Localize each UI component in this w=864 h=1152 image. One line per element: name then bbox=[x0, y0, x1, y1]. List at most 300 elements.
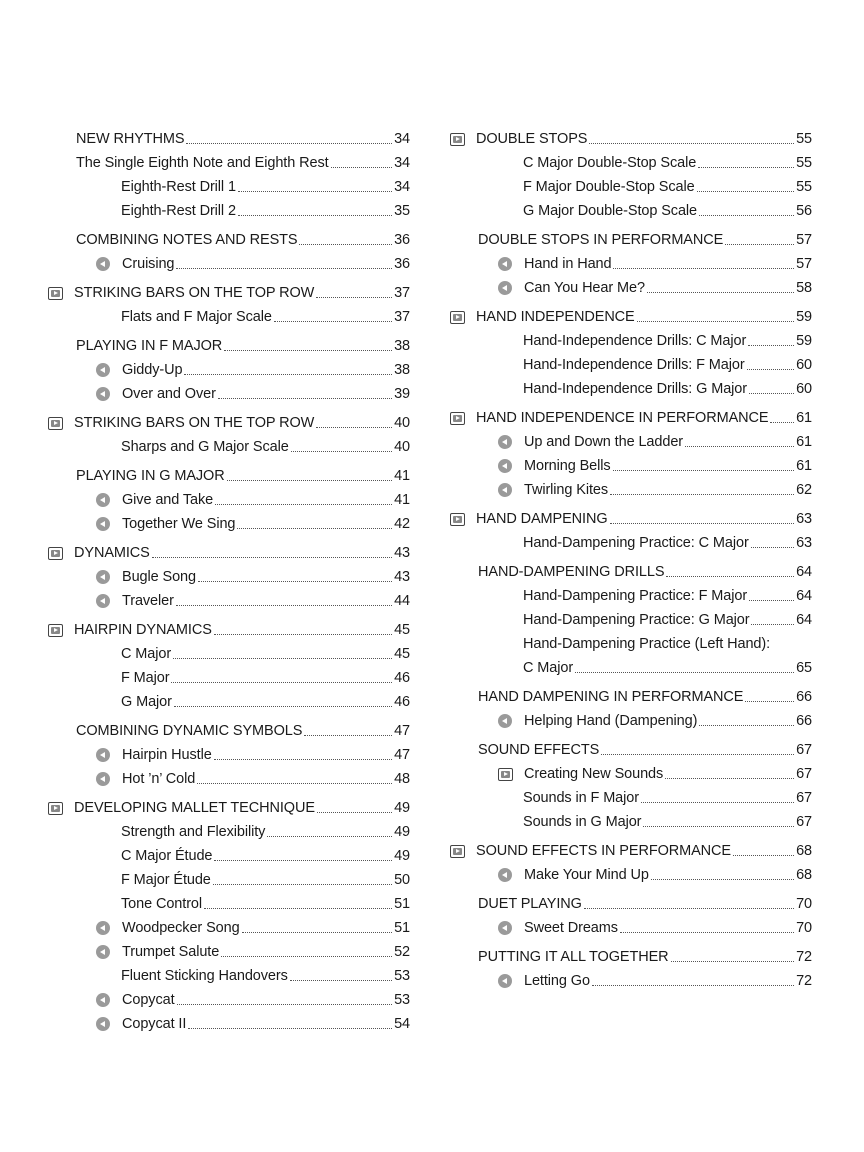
toc-entry[interactable] bbox=[448, 528, 812, 552]
dot-leader bbox=[177, 1004, 393, 1005]
toc-entry[interactable] bbox=[448, 783, 812, 807]
dot-leader bbox=[643, 826, 794, 827]
toc-page-number: 55 bbox=[796, 155, 812, 171]
audio-track-icon bbox=[96, 772, 110, 786]
dot-leader bbox=[733, 855, 794, 856]
toc-entry[interactable] bbox=[46, 740, 410, 764]
toc-entry[interactable] bbox=[448, 807, 812, 831]
audio-track-icon bbox=[96, 517, 110, 531]
toc-entry[interactable] bbox=[46, 985, 410, 1009]
toc-entry-title: G Major bbox=[121, 694, 172, 710]
toc-entry-title: Flats and F Major Scale bbox=[121, 309, 272, 325]
dot-leader bbox=[176, 605, 392, 606]
toc-entry-title: PLAYING IN F MAJOR bbox=[76, 338, 223, 354]
audio-track-icon bbox=[96, 993, 110, 1007]
toc-entry-title: Up and Down the Ladder bbox=[524, 434, 684, 450]
dot-leader bbox=[238, 215, 392, 216]
dot-leader bbox=[745, 701, 794, 702]
dot-leader bbox=[651, 879, 794, 880]
toc-entry[interactable] bbox=[448, 374, 812, 398]
toc-page-number: 64 bbox=[796, 588, 812, 604]
dot-leader bbox=[214, 759, 392, 760]
toc-entry-title: Cruising bbox=[122, 256, 175, 272]
toc-entry-title: The Single Eighth Note and Eighth Rest bbox=[76, 155, 329, 171]
toc-page-number: 40 bbox=[394, 415, 410, 431]
toc-entry-title: HAND INDEPENDENCE IN PERFORMANCE bbox=[476, 410, 769, 426]
toc-entry-title: COMBINING DYNAMIC SYMBOLS bbox=[76, 723, 303, 739]
toc-entry[interactable] bbox=[46, 716, 410, 740]
toc-page-number: 61 bbox=[796, 458, 812, 474]
dot-leader bbox=[198, 581, 392, 582]
toc-entry-title: PLAYING IN G MAJOR bbox=[76, 468, 225, 484]
dot-leader bbox=[685, 446, 794, 447]
toc-page-number: 63 bbox=[796, 511, 812, 527]
toc-page-number: 37 bbox=[394, 309, 410, 325]
toc-entry-title: Together We Sing bbox=[122, 516, 236, 532]
toc-page-number: 57 bbox=[796, 232, 812, 248]
toc-entry[interactable] bbox=[448, 172, 812, 196]
toc-page-number: 36 bbox=[394, 232, 410, 248]
dot-leader bbox=[637, 321, 794, 322]
dot-leader bbox=[186, 143, 392, 144]
dot-leader bbox=[666, 576, 794, 577]
toc-entry[interactable] bbox=[448, 326, 812, 350]
toc-entry[interactable] bbox=[46, 379, 410, 403]
toc-entry-title: Hand in Hand bbox=[524, 256, 612, 272]
dot-leader bbox=[304, 735, 392, 736]
toc-entry[interactable] bbox=[448, 682, 812, 706]
toc-entry-title: Copycat bbox=[122, 992, 175, 1008]
toc-entry-title: SOUND EFFECTS IN PERFORMANCE bbox=[476, 843, 731, 859]
toc-entry[interactable] bbox=[448, 836, 812, 860]
dot-leader bbox=[749, 393, 794, 394]
dot-leader bbox=[152, 557, 392, 558]
dot-leader bbox=[242, 932, 393, 933]
dot-leader bbox=[299, 244, 392, 245]
toc-page-number: 56 bbox=[796, 203, 812, 219]
toc-entry[interactable] bbox=[46, 249, 410, 273]
toc-page-number: 46 bbox=[394, 670, 410, 686]
toc-entry-title: Helping Hand (Dampening) bbox=[524, 713, 698, 729]
toc-entry[interactable] bbox=[46, 961, 410, 985]
dot-leader bbox=[171, 682, 392, 683]
toc-entry[interactable] bbox=[448, 942, 812, 966]
toc-page-number: 65 bbox=[796, 660, 812, 676]
toc-entry-title: Sharps and G Major Scale bbox=[121, 439, 289, 455]
dot-leader bbox=[317, 812, 392, 813]
toc-page-number: 47 bbox=[394, 723, 410, 739]
toc-page-number: 59 bbox=[796, 309, 812, 325]
toc-page-number: 36 bbox=[394, 256, 410, 272]
toc-entry-title: DEVELOPING MALLET TECHNIQUE bbox=[74, 800, 315, 816]
toc-entry[interactable] bbox=[46, 937, 410, 961]
toc-entry[interactable] bbox=[448, 860, 812, 884]
dot-leader bbox=[665, 778, 794, 779]
toc-entry-title: F Major Étude bbox=[121, 872, 211, 888]
toc-entry[interactable] bbox=[46, 865, 410, 889]
toc-entry[interactable] bbox=[46, 124, 410, 148]
toc-entry-title: STRIKING BARS ON THE TOP ROW bbox=[74, 415, 315, 431]
toc-entry[interactable] bbox=[448, 475, 812, 499]
toc-entry[interactable] bbox=[448, 124, 812, 148]
toc-entry[interactable] bbox=[448, 557, 812, 581]
toc-entry[interactable] bbox=[46, 817, 410, 841]
dot-leader bbox=[184, 374, 392, 375]
toc-page-number: 48 bbox=[394, 771, 410, 787]
video-icon bbox=[48, 624, 63, 637]
toc-page-number: 67 bbox=[796, 742, 812, 758]
toc-entry[interactable] bbox=[46, 485, 410, 509]
dot-leader bbox=[671, 961, 795, 962]
toc-entry-title: HAND-DAMPENING DRILLS bbox=[478, 564, 665, 580]
toc-entry[interactable] bbox=[46, 663, 410, 687]
toc-page-number: 68 bbox=[796, 843, 812, 859]
toc-entry-title: Trumpet Salute bbox=[122, 944, 220, 960]
toc-page-number: 59 bbox=[796, 333, 812, 349]
dot-leader bbox=[291, 451, 392, 452]
audio-track-icon bbox=[498, 435, 512, 449]
toc-entry[interactable] bbox=[46, 889, 410, 913]
toc-page-number: 51 bbox=[394, 896, 410, 912]
dot-leader bbox=[331, 167, 393, 168]
toc-entry[interactable] bbox=[46, 586, 410, 610]
toc-entry[interactable] bbox=[448, 605, 812, 629]
dot-leader bbox=[221, 956, 392, 957]
toc-page-number: 39 bbox=[394, 386, 410, 402]
toc-entry-title: G Major Double-Stop Scale bbox=[523, 203, 697, 219]
dot-leader bbox=[749, 600, 794, 601]
toc-entry[interactable] bbox=[46, 172, 410, 196]
toc-entry-title: Twirling Kites bbox=[524, 482, 609, 498]
toc-entry[interactable] bbox=[46, 687, 410, 711]
dot-leader bbox=[610, 523, 795, 524]
dot-leader bbox=[592, 985, 794, 986]
dot-leader bbox=[218, 398, 392, 399]
toc-page-number: 67 bbox=[796, 790, 812, 806]
dot-leader bbox=[215, 504, 392, 505]
toc-entry[interactable] bbox=[46, 509, 410, 533]
toc-entry[interactable] bbox=[46, 225, 410, 249]
toc-page-number: 52 bbox=[394, 944, 410, 960]
toc-page-number: 70 bbox=[796, 920, 812, 936]
toc-page-number: 49 bbox=[394, 824, 410, 840]
toc-entry[interactable] bbox=[46, 196, 410, 220]
audio-track-icon bbox=[498, 281, 512, 295]
video-icon bbox=[498, 768, 513, 781]
toc-right-column bbox=[448, 124, 812, 990]
toc-entry-title: STRIKING BARS ON THE TOP ROW bbox=[74, 285, 315, 301]
toc-entry-title: Letting Go bbox=[524, 973, 590, 989]
toc-entry-title: Sounds in F Major bbox=[523, 790, 639, 806]
dot-leader bbox=[641, 802, 794, 803]
audio-track-icon bbox=[498, 921, 512, 935]
dot-leader bbox=[575, 672, 794, 673]
dot-leader bbox=[274, 321, 392, 322]
audio-track-icon bbox=[96, 921, 110, 935]
toc-entry[interactable] bbox=[46, 615, 410, 639]
dot-leader bbox=[213, 884, 392, 885]
dot-leader bbox=[176, 268, 392, 269]
dot-leader bbox=[620, 932, 794, 933]
toc-page-number: 42 bbox=[394, 516, 410, 532]
toc-entry-title: Sounds in G Major bbox=[523, 814, 642, 830]
toc-entry-title: Creating New Sounds bbox=[524, 766, 664, 782]
dot-leader bbox=[589, 143, 794, 144]
dot-leader bbox=[267, 836, 392, 837]
dot-leader bbox=[751, 547, 794, 548]
toc-page-number: 66 bbox=[796, 713, 812, 729]
toc-entry[interactable] bbox=[448, 451, 812, 475]
toc-page-number: 68 bbox=[796, 867, 812, 883]
toc-entry-title: HAND DAMPENING IN PERFORMANCE bbox=[478, 689, 744, 705]
video-icon bbox=[48, 417, 63, 430]
toc-page-number: 41 bbox=[394, 492, 410, 508]
toc-page-number: 34 bbox=[394, 131, 410, 147]
toc-entry-title: Hand-Dampening Practice (Left Hand): bbox=[523, 636, 771, 652]
toc-page-number: 60 bbox=[796, 381, 812, 397]
toc-page-number: 67 bbox=[796, 814, 812, 830]
toc-entry-title: Giddy-Up bbox=[122, 362, 183, 378]
dot-leader bbox=[584, 908, 794, 909]
toc-entry[interactable] bbox=[448, 302, 812, 326]
toc-entry-title: Hand-Independence Drills: C Major bbox=[523, 333, 747, 349]
dot-leader bbox=[173, 658, 392, 659]
toc-entry-title: F Major bbox=[121, 670, 170, 686]
toc-entry-title: Traveler bbox=[122, 593, 174, 609]
dot-leader bbox=[237, 528, 392, 529]
audio-track-icon bbox=[498, 257, 512, 271]
toc-entry-title: Hand-Dampening Practice: G Major bbox=[523, 612, 750, 628]
toc-entry-title: Morning Bells bbox=[524, 458, 611, 474]
toc-page-number: 53 bbox=[394, 992, 410, 1008]
audio-track-icon bbox=[96, 1017, 110, 1031]
toc-entry[interactable] bbox=[46, 841, 410, 865]
toc-entry[interactable] bbox=[46, 461, 410, 485]
toc-entry-title: C Major bbox=[121, 646, 172, 662]
dot-leader bbox=[613, 470, 795, 471]
toc-entry[interactable] bbox=[448, 427, 812, 451]
toc-entry[interactable] bbox=[448, 735, 812, 759]
toc-page-number: 50 bbox=[394, 872, 410, 888]
toc-page-number: 51 bbox=[394, 920, 410, 936]
toc-entry[interactable] bbox=[448, 629, 812, 653]
toc-page-number: 64 bbox=[796, 612, 812, 628]
toc-page-number: 67 bbox=[796, 766, 812, 782]
dot-leader bbox=[214, 634, 392, 635]
toc-entry-title: C Major Double-Stop Scale bbox=[523, 155, 697, 171]
toc-entry-title: Sweet Dreams bbox=[524, 920, 618, 936]
toc-entry-title: HAND DAMPENING bbox=[476, 511, 608, 527]
dot-leader bbox=[725, 244, 794, 245]
toc-entry[interactable] bbox=[448, 504, 812, 528]
toc-entry-title: SOUND EFFECTS bbox=[478, 742, 600, 758]
video-icon bbox=[48, 802, 63, 815]
audio-track-icon bbox=[96, 594, 110, 608]
audio-track-icon bbox=[498, 483, 512, 497]
toc-page-number: 62 bbox=[796, 482, 812, 498]
toc-page-number: 72 bbox=[796, 949, 812, 965]
toc-page-number: 58 bbox=[796, 280, 812, 296]
dot-leader bbox=[601, 754, 794, 755]
toc-entry-title: Copycat II bbox=[122, 1016, 187, 1032]
dot-leader bbox=[613, 268, 794, 269]
dot-leader bbox=[699, 725, 794, 726]
toc-page-number: 57 bbox=[796, 256, 812, 272]
dot-leader bbox=[290, 980, 392, 981]
toc-entry-title: Make Your Mind Up bbox=[524, 867, 649, 883]
toc-entry[interactable] bbox=[46, 302, 410, 326]
dot-leader bbox=[197, 783, 392, 784]
toc-page-number: 43 bbox=[394, 569, 410, 585]
toc-page-number: 34 bbox=[394, 179, 410, 195]
toc-entry[interactable] bbox=[448, 759, 812, 783]
toc-entry[interactable] bbox=[448, 249, 812, 273]
toc-page-number: 41 bbox=[394, 468, 410, 484]
audio-track-icon bbox=[96, 257, 110, 271]
toc-entry[interactable] bbox=[448, 706, 812, 730]
toc-entry[interactable] bbox=[46, 408, 410, 432]
video-icon bbox=[48, 547, 63, 560]
audio-track-icon bbox=[96, 387, 110, 401]
toc-page-number: 45 bbox=[394, 646, 410, 662]
toc-entry[interactable] bbox=[46, 562, 410, 586]
toc-page-number: 49 bbox=[394, 848, 410, 864]
toc-entry-title: HAND INDEPENDENCE bbox=[476, 309, 635, 325]
audio-track-icon bbox=[96, 945, 110, 959]
toc-page-number: 38 bbox=[394, 338, 410, 354]
toc-entry-title: Bugle Song bbox=[122, 569, 196, 585]
toc-entry-title: Hand-Dampening Practice: F Major bbox=[523, 588, 748, 604]
toc-entry[interactable] bbox=[46, 355, 410, 379]
toc-page-number: 37 bbox=[394, 285, 410, 301]
toc-page-number: 46 bbox=[394, 694, 410, 710]
toc-entry-title: Woodpecker Song bbox=[122, 920, 240, 936]
toc-entry-title: DOUBLE STOPS bbox=[476, 131, 588, 147]
toc-entry-title: Give and Take bbox=[122, 492, 214, 508]
dot-leader bbox=[751, 624, 794, 625]
toc-entry-title: PUTTING IT ALL TOGETHER bbox=[478, 949, 669, 965]
toc-entry[interactable] bbox=[46, 764, 410, 788]
toc-entry-title: DOUBLE STOPS IN PERFORMANCE bbox=[478, 232, 724, 248]
dot-leader bbox=[174, 706, 392, 707]
toc-entry[interactable] bbox=[448, 196, 812, 220]
dot-leader bbox=[748, 345, 794, 346]
toc-page-number: 40 bbox=[394, 439, 410, 455]
dot-leader bbox=[316, 427, 392, 428]
dot-leader bbox=[227, 480, 392, 481]
dot-leader bbox=[647, 292, 794, 293]
toc-page-number: 64 bbox=[796, 564, 812, 580]
toc-entry[interactable] bbox=[46, 793, 410, 817]
toc-page-number: 61 bbox=[796, 410, 812, 426]
toc-entry-title: Hairpin Hustle bbox=[122, 747, 212, 763]
toc-entry-title: DUET PLAYING bbox=[478, 896, 582, 912]
toc-entry[interactable] bbox=[448, 581, 812, 605]
toc-entry-title: F Major Double-Stop Scale bbox=[523, 179, 695, 195]
toc-entry-title: HAIRPIN DYNAMICS bbox=[74, 622, 212, 638]
toc-entry[interactable] bbox=[448, 913, 812, 937]
dot-leader bbox=[204, 908, 392, 909]
toc-left-column bbox=[46, 124, 410, 1033]
toc-entry-title: DYNAMICS bbox=[74, 545, 150, 561]
toc-entry[interactable] bbox=[46, 432, 410, 456]
audio-track-icon bbox=[96, 493, 110, 507]
audio-track-icon bbox=[96, 570, 110, 584]
toc-entry[interactable] bbox=[448, 148, 812, 172]
video-icon bbox=[48, 287, 63, 300]
toc-entry-title: Eighth-Rest Drill 1 bbox=[121, 179, 236, 195]
toc-entry[interactable] bbox=[448, 653, 812, 677]
toc-entry-title: NEW RHYTHMS bbox=[76, 131, 185, 147]
video-icon bbox=[450, 412, 465, 425]
toc-page-number: 49 bbox=[394, 800, 410, 816]
toc-entry[interactable] bbox=[46, 1009, 410, 1033]
dot-leader bbox=[224, 350, 392, 351]
toc-entry[interactable] bbox=[448, 273, 812, 297]
toc-entry-title: Can You Hear Me? bbox=[524, 280, 645, 296]
toc-entry[interactable] bbox=[448, 889, 812, 913]
toc-page-number: 54 bbox=[394, 1016, 410, 1032]
dot-leader bbox=[610, 494, 794, 495]
toc-entry[interactable] bbox=[46, 913, 410, 937]
toc-page-number: 38 bbox=[394, 362, 410, 378]
toc-entry-title: Over and Over bbox=[122, 386, 216, 402]
toc-entry[interactable] bbox=[46, 538, 410, 562]
toc-page-number: 63 bbox=[796, 535, 812, 551]
toc-page-number: 70 bbox=[796, 896, 812, 912]
toc-entry[interactable] bbox=[46, 148, 410, 172]
dot-leader bbox=[316, 297, 392, 298]
video-icon bbox=[450, 133, 465, 146]
video-icon bbox=[450, 845, 465, 858]
toc-entry[interactable] bbox=[448, 350, 812, 374]
toc-entry-title: Hot ’n’ Cold bbox=[122, 771, 196, 787]
toc-entry-title: Fluent Sticking Handovers bbox=[121, 968, 288, 984]
toc-entry[interactable] bbox=[46, 278, 410, 302]
toc-page-number: 44 bbox=[394, 593, 410, 609]
dot-leader bbox=[697, 191, 794, 192]
audio-track-icon bbox=[498, 459, 512, 473]
audio-track-icon bbox=[498, 714, 512, 728]
video-icon bbox=[450, 311, 465, 324]
toc-entry[interactable] bbox=[46, 331, 410, 355]
toc-entry[interactable] bbox=[448, 225, 812, 249]
dot-leader bbox=[770, 422, 794, 423]
dot-leader bbox=[238, 191, 392, 192]
toc-entry-title: C Major bbox=[523, 660, 574, 676]
toc-page-number: 45 bbox=[394, 622, 410, 638]
dot-leader bbox=[214, 860, 392, 861]
dot-leader bbox=[747, 369, 795, 370]
toc-entry-title: Strength and Flexibility bbox=[121, 824, 266, 840]
video-icon bbox=[450, 513, 465, 526]
toc-entry[interactable] bbox=[448, 403, 812, 427]
toc-entry[interactable] bbox=[448, 966, 812, 990]
toc-entry-title: Hand-Dampening Practice: C Major bbox=[523, 535, 749, 551]
toc-page-number: 43 bbox=[394, 545, 410, 561]
audio-track-icon bbox=[498, 974, 512, 988]
audio-track-icon bbox=[96, 748, 110, 762]
toc-page-number: 53 bbox=[394, 968, 410, 984]
toc-entry-title: Eighth-Rest Drill 2 bbox=[121, 203, 236, 219]
toc-page-number: 34 bbox=[394, 155, 410, 171]
toc-page-number: 55 bbox=[796, 179, 812, 195]
dot-leader bbox=[698, 167, 794, 168]
toc-page-number: 60 bbox=[796, 357, 812, 373]
toc-entry[interactable] bbox=[46, 639, 410, 663]
toc-entry-title: C Major Étude bbox=[121, 848, 213, 864]
dot-leader bbox=[699, 215, 794, 216]
